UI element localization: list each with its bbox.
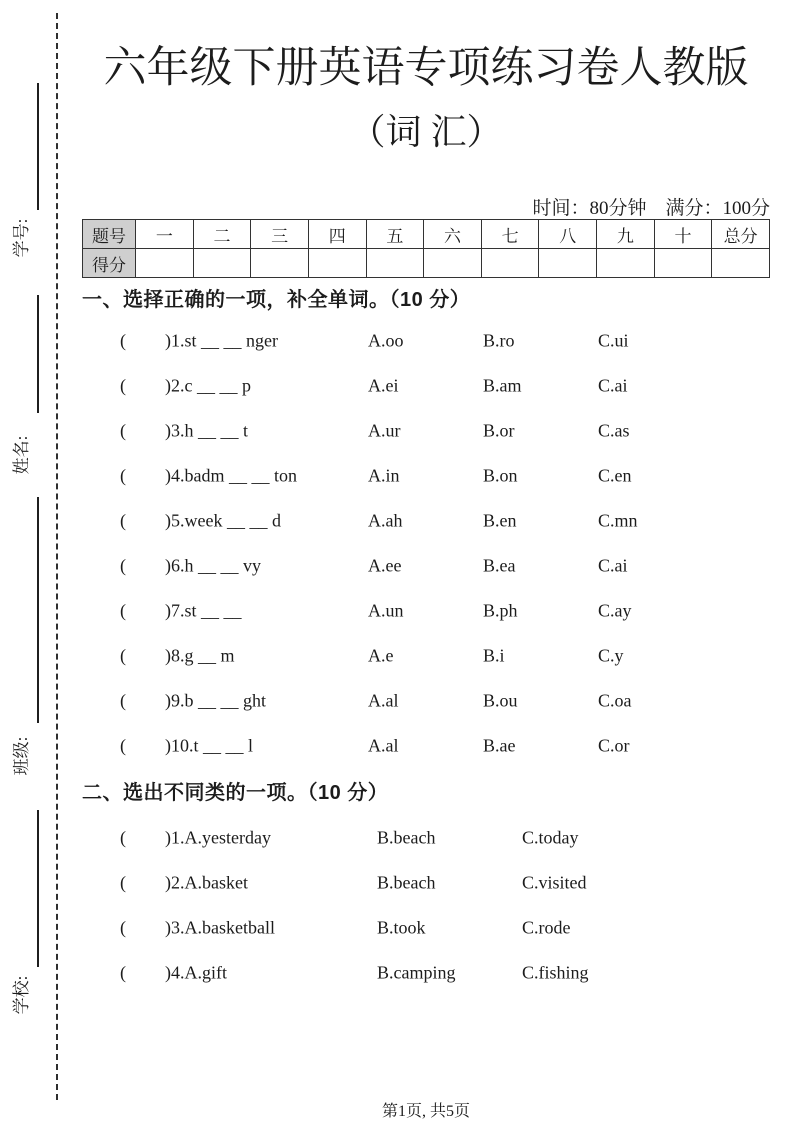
- question-text: )6.h __ __ vy: [165, 555, 261, 575]
- option-a: A.al: [368, 690, 399, 710]
- option-c: C.ui: [598, 330, 629, 350]
- option-b: B.i: [483, 645, 505, 665]
- question-text: )1.st __ __ nger: [165, 330, 278, 350]
- option-a: A.ur: [368, 420, 401, 440]
- question-row: [82, 408, 770, 453]
- score-column-header: 五: [366, 220, 424, 249]
- option-c: C.visited: [522, 872, 587, 892]
- score-column-header: 八: [539, 220, 597, 249]
- score-cell: [539, 249, 597, 278]
- question-row: [82, 363, 770, 408]
- score-column-header: 七: [481, 220, 539, 249]
- option-a: A.ah: [368, 510, 403, 530]
- section-1-heading: 一、选择正确的一项，补全单词。（10 分）: [82, 289, 471, 311]
- question-row: [82, 498, 770, 543]
- option-b: B.ea: [483, 555, 516, 575]
- option-b: B.ro: [483, 330, 515, 350]
- option-c: C.y: [598, 645, 624, 665]
- name-label: 姓名:: [12, 435, 31, 475]
- option-c: C.en: [598, 465, 632, 485]
- option-a: A.e: [368, 645, 394, 665]
- question-number-label: 题号: [83, 220, 136, 249]
- score-cell: [136, 249, 194, 278]
- option-a: A.al: [368, 735, 399, 755]
- option-a: A.in: [368, 465, 400, 485]
- answer-blank-parenthesis: (: [120, 690, 126, 710]
- score-column-header: 二: [193, 220, 251, 249]
- option-b: B.ae: [483, 735, 516, 755]
- option-b: B.am: [483, 375, 522, 395]
- section-2-heading: 二、选出不同类的一项。（10 分）: [82, 782, 389, 804]
- question-row: [82, 950, 770, 995]
- score-cell: [424, 249, 482, 278]
- margin-dashed-line: [56, 13, 58, 1100]
- page-subtitle: （词 汇）: [349, 112, 503, 152]
- question-row: [82, 678, 770, 723]
- answer-blank-parenthesis: (: [120, 510, 126, 530]
- score-column-header: 总分: [712, 220, 770, 249]
- section-1-questions: [82, 318, 770, 768]
- school-blank-line: [37, 810, 39, 967]
- answer-blank-parenthesis: (: [120, 872, 126, 892]
- student-id-label: 学号:: [12, 218, 31, 258]
- score-table-header-row: [83, 220, 770, 249]
- option-b: B.on: [483, 465, 518, 485]
- score-cell: [654, 249, 712, 278]
- score-table-score-row: [83, 249, 770, 278]
- question-text: )4.A.gift: [165, 962, 227, 982]
- option-b: B.beach: [377, 827, 436, 847]
- school-label: 学校:: [12, 975, 31, 1015]
- option-c: C.ai: [598, 555, 628, 575]
- option-c: C.ai: [598, 375, 628, 395]
- answer-blank-parenthesis: (: [120, 645, 126, 665]
- answer-blank-parenthesis: (: [120, 420, 126, 440]
- class-label: 班级:: [12, 736, 31, 776]
- option-a: A.ei: [368, 375, 399, 395]
- option-a: A.ee: [368, 555, 402, 575]
- score-table: [82, 219, 770, 278]
- time-and-score-info: 时间：80分钟 满分：100分: [532, 198, 770, 219]
- option-b: B.en: [483, 510, 517, 530]
- score-column-header: 十: [654, 220, 712, 249]
- score-cell: [366, 249, 424, 278]
- question-row: [82, 633, 770, 678]
- option-b: B.ph: [483, 600, 518, 620]
- question-text: )1.A.yesterday: [165, 827, 271, 847]
- name-blank-line: [37, 295, 39, 413]
- question-text: )7.st __ __: [165, 600, 242, 620]
- answer-blank-parenthesis: (: [120, 465, 126, 485]
- score-cell: [251, 249, 309, 278]
- answer-blank-parenthesis: (: [120, 735, 126, 755]
- option-c: C.fishing: [522, 962, 589, 982]
- question-row: [82, 543, 770, 588]
- question-text: )2.A.basket: [165, 872, 248, 892]
- option-b: B.camping: [377, 962, 456, 982]
- student-id-blank-line: [37, 83, 39, 210]
- answer-blank-parenthesis: (: [120, 917, 126, 937]
- section-2-questions: [82, 815, 770, 995]
- option-b: B.beach: [377, 872, 436, 892]
- class-blank-line: [37, 497, 39, 723]
- question-row: [82, 588, 770, 633]
- score-column-header: 一: [136, 220, 194, 249]
- answer-blank-parenthesis: (: [120, 827, 126, 847]
- question-row: [82, 815, 770, 860]
- score-cell: [712, 249, 770, 278]
- score-column-header: 六: [424, 220, 482, 249]
- question-text: )4.badm __ __ ton: [165, 465, 297, 485]
- answer-blank-parenthesis: (: [120, 330, 126, 350]
- score-cell: [481, 249, 539, 278]
- question-text: )8.g __ m: [165, 645, 235, 665]
- score-column-header: 四: [308, 220, 366, 249]
- page-title: 六年级下册英语专项练习卷人教版: [103, 45, 749, 92]
- question-text: )3.h __ __ t: [165, 420, 248, 440]
- score-cell: [308, 249, 366, 278]
- score-label: 得分: [83, 249, 136, 278]
- answer-blank-parenthesis: (: [120, 600, 126, 620]
- question-row: [82, 453, 770, 498]
- option-c: C.oa: [598, 690, 632, 710]
- question-text: )3.A.basketball: [165, 917, 275, 937]
- question-text: )5.week __ __ d: [165, 510, 281, 530]
- question-row: [82, 723, 770, 768]
- score-cell: [597, 249, 655, 278]
- option-c: C.rode: [522, 917, 571, 937]
- option-c: C.ay: [598, 600, 632, 620]
- question-text: )9.b __ __ ght: [165, 690, 266, 710]
- page-number-footer: 第1页, 共5页: [381, 1103, 470, 1120]
- question-row: [82, 860, 770, 905]
- score-cell: [193, 249, 251, 278]
- score-column-header: 三: [251, 220, 309, 249]
- option-c: C.as: [598, 420, 630, 440]
- question-row: [82, 318, 770, 363]
- option-c: C.mn: [598, 510, 638, 530]
- option-b: B.ou: [483, 690, 518, 710]
- option-c: C.today: [522, 827, 579, 847]
- question-text: )10.t __ __ l: [165, 735, 253, 755]
- question-text: )2.c __ __ p: [165, 375, 251, 395]
- exam-content: [82, 0, 770, 1122]
- option-b: B.took: [377, 917, 426, 937]
- answer-blank-parenthesis: (: [120, 375, 126, 395]
- answer-blank-parenthesis: (: [120, 962, 126, 982]
- question-row: [82, 905, 770, 950]
- answer-blank-parenthesis: (: [120, 555, 126, 575]
- option-b: B.or: [483, 420, 515, 440]
- option-a: A.oo: [368, 330, 404, 350]
- option-c: C.or: [598, 735, 630, 755]
- score-column-header: 九: [597, 220, 655, 249]
- option-a: A.un: [368, 600, 404, 620]
